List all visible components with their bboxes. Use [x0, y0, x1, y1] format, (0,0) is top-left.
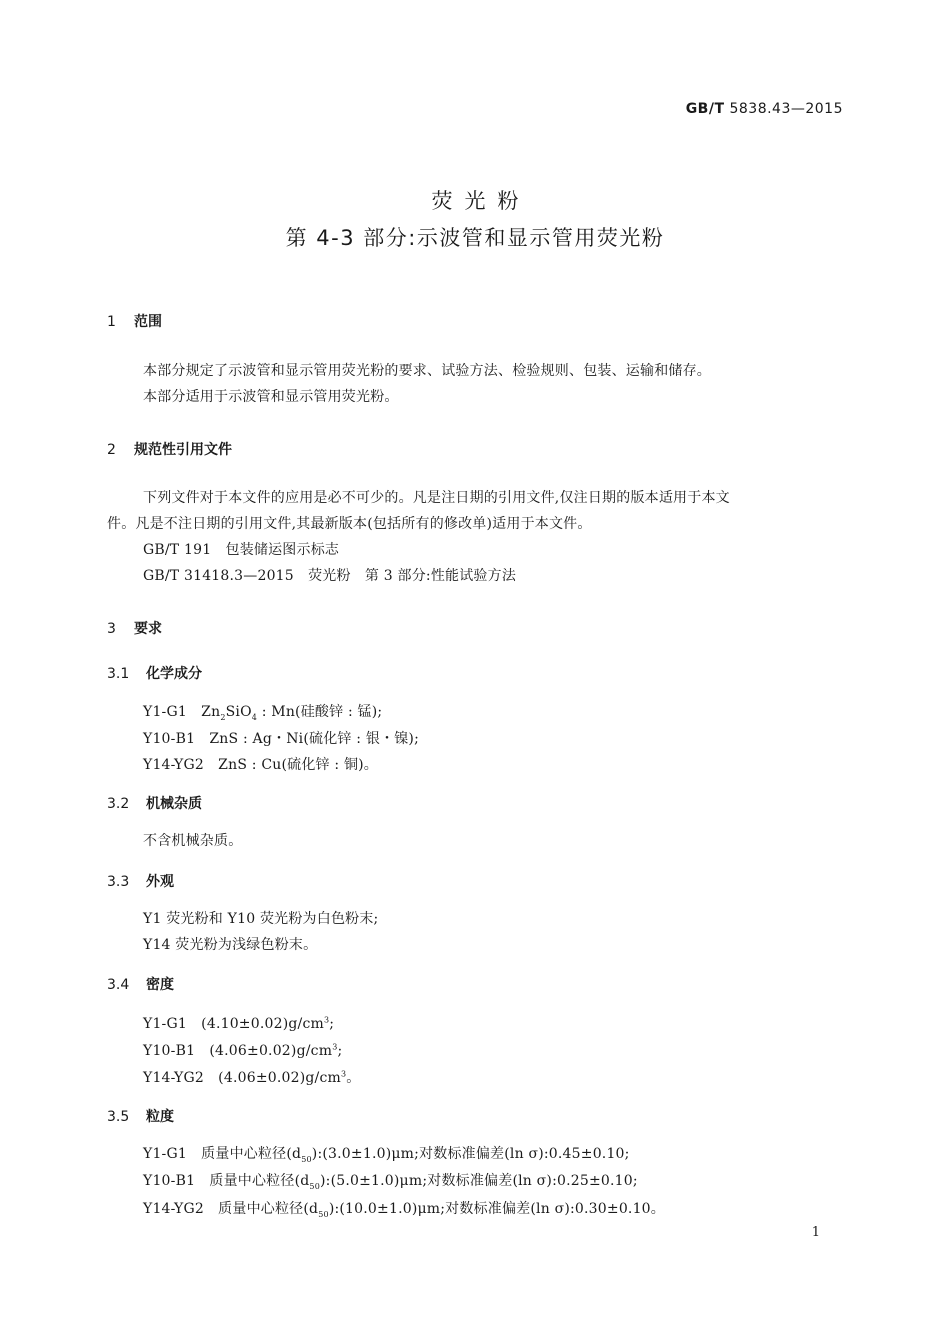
- section-3-5-heading: [107, 1106, 174, 1126]
- particle-size-line: Y14-YG2 质量中心粒径$(d_{50}):(10.0\pm 1.0)\mu m$;对数标准偏差(ln σ):0.30±0.10。: [143, 1201, 665, 1219]
- density-line: Y10-B1 $(4.06\pm 0.02)g/cm^3$;: [143, 1042, 343, 1059]
- section-3-2-heading: [107, 793, 202, 813]
- section-number: 3.3: [107, 874, 130, 890]
- particle-size-line: Y1-G1 质量中心粒径$(d_{50}):(3.0\pm 1.0)\mu m$;对数标准偏差(ln σ):0.45±0.10;: [143, 1146, 630, 1164]
- section-number: 3: [107, 621, 116, 637]
- section-title: 粒度: [146, 1109, 174, 1125]
- standard-prefix: GB/T: [685, 101, 725, 117]
- section-1-heading: [107, 311, 162, 331]
- particle-size-line: Y10-B1 质量中心粒径$(d_{50}):(5.0\pm 1.0)\mu m$;对数标准偏差(ln σ):0.25±0.10;: [143, 1173, 638, 1191]
- composition-line: Y10-B1 ZnS : Ag・Ni(硫化锌 : 银・镍);: [143, 731, 419, 747]
- section-title: 范围: [134, 314, 162, 330]
- page-number: 1: [811, 1225, 820, 1240]
- reference-item: GB/T 191 包装储运图示标志: [143, 542, 340, 558]
- density-line: Y14-YG2 $(4.06\pm 0.02)g/cm^3$。: [143, 1069, 361, 1086]
- section-title: 机械杂质: [146, 796, 202, 812]
- section-title: 要求: [134, 621, 162, 637]
- section-3-3-heading: [107, 871, 174, 891]
- density-line: Y1-G1 $(4.10\pm 0.02)g/cm^3$;: [143, 1015, 335, 1032]
- reference-item: GB/T 31418.3—2015 荧光粉 第 3 部分:性能试验方法: [143, 568, 517, 584]
- paragraph: 下列文件对于本文件的应用是必不可少的。凡是注日期的引用文件,仅注日期的版本适用于本文: [143, 490, 730, 506]
- document-title: 荧光粉: [431, 189, 531, 213]
- section-3-1-heading: [107, 663, 202, 683]
- section-number: 1: [107, 314, 116, 330]
- section-number: 3.1: [107, 666, 130, 682]
- section-2-heading: [107, 439, 232, 459]
- paragraph: 本部分适用于示波管和显示管用荧光粉。: [143, 389, 399, 405]
- section-3-heading: [107, 618, 162, 638]
- paragraph: Y14 荧光粉为浅绿色粉末。: [143, 937, 318, 953]
- standard-number: 5838.43—2015: [729, 101, 843, 117]
- section-title: 化学成分: [146, 666, 202, 682]
- section-title: 密度: [146, 977, 174, 993]
- section-number: 3.5: [107, 1109, 130, 1125]
- paragraph: 不含机械杂质。: [143, 833, 243, 849]
- section-title: 外观: [146, 874, 174, 890]
- section-3-4-heading: [107, 974, 174, 994]
- section-title: 规范性引用文件: [134, 442, 232, 458]
- paragraph: 本部分规定了示波管和显示管用荧光粉的要求、试验方法、检验规则、包装、运输和储存。: [143, 363, 711, 379]
- composition-line: Y1-G1 $Zn_2SiO_4$ : Mn(硅酸锌 : 锰);: [143, 704, 383, 722]
- section-number: 3.2: [107, 796, 130, 812]
- paragraph: Y1 荧光粉和 Y10 荧光粉为白色粉末;: [143, 911, 379, 927]
- section-number: 3.4: [107, 977, 130, 993]
- composition-line: Y14-YG2 ZnS : Cu(硫化锌 : 铜)。: [143, 757, 379, 773]
- standard-code: [686, 101, 843, 117]
- paragraph: 件。凡是不注日期的引用文件,其最新版本(包括所有的修改单)适用于本文件。: [107, 516, 592, 532]
- document-subtitle: 第 4-3 部分:示波管和显示管用荧光粉: [285, 226, 665, 250]
- section-number: 2: [107, 442, 116, 458]
